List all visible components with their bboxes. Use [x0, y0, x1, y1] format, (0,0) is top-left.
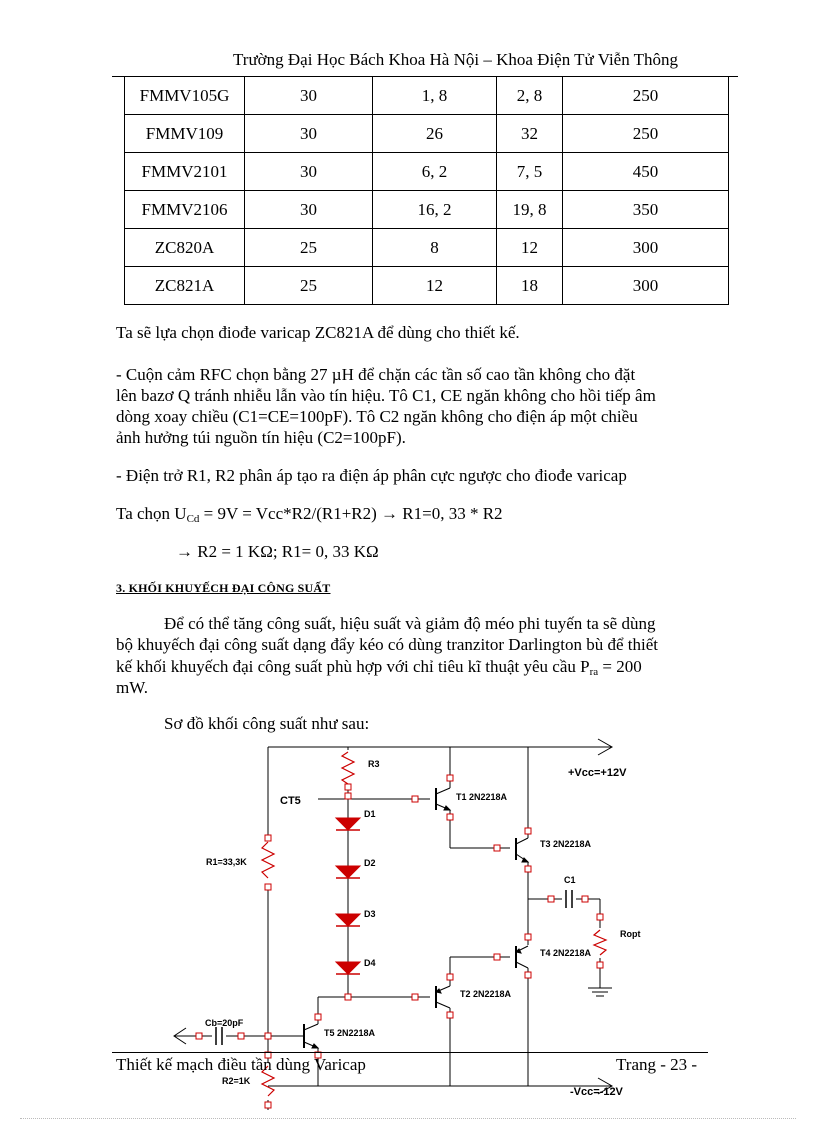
label-ropt: Ropt [620, 929, 641, 939]
table-cell: 6, 2 [373, 153, 497, 191]
table-cell: 30 [245, 77, 373, 115]
paragraph-amp-line2: bộ khuyếch đại công suất dạng đẩy kéo có dùng tranzitor Darlington bù để thiết [116, 635, 658, 654]
label-r1: R1=33,3K [206, 857, 247, 867]
label-t2: T2 2N2218A [460, 989, 512, 999]
resistor-r3 [342, 752, 354, 784]
label-c1: C1 [564, 875, 576, 885]
table-cell: 30 [245, 153, 373, 191]
footer-page-number: Trang - 23 - [616, 1055, 698, 1074]
table-cell: 7, 5 [497, 153, 563, 191]
diode-d3 [336, 914, 360, 926]
table-cell: 30 [245, 115, 373, 153]
resistor-ropt [594, 930, 606, 955]
table-cell: 250 [563, 115, 729, 153]
table-cell: 300 [563, 267, 729, 305]
label-r2: R2=1K [222, 1076, 251, 1086]
equation-ucd-a: Ta chọn U [116, 504, 187, 523]
schematic-arrows [174, 739, 612, 1094]
diode-d4 [336, 962, 360, 974]
transistor-t3 [516, 838, 528, 862]
paragraph-rfc-line3: dòng xoay chiều (C1=CE=100pF). Tô C2 ngăn không cho điện áp một chiều [116, 407, 638, 426]
table-cell: 12 [497, 229, 563, 267]
equation-r-values: → R2 = 1 KΩ; R1= 0, 33 KΩ [176, 542, 379, 561]
resistor-r1 [262, 842, 274, 878]
label-ct5: CT5 [280, 795, 301, 807]
table-cell: 450 [563, 153, 729, 191]
label-vcc-positive: +Vcc=+12V [568, 767, 627, 779]
table-cell: 19, 8 [497, 191, 563, 229]
section-title: 3. KHỐI KHUYẾCH ĐẠI CÔNG SUẤT [116, 581, 331, 595]
table-cell: 16, 2 [373, 191, 497, 229]
equation-ucd-b: = 9V = Vcc*R2/(R1+R2) → R1=0, 33 * R2 [199, 504, 503, 523]
label-vcc-negative: -Vcc=-12V [570, 1086, 623, 1098]
label-t1: T1 2N2218A [456, 792, 508, 802]
table-cell: 26 [373, 115, 497, 153]
table-cell: 32 [497, 115, 563, 153]
table-cell: 8 [373, 229, 497, 267]
table-cell: ZC821A [125, 267, 245, 305]
table-cell: 250 [563, 77, 729, 115]
table-cell: FMMV109 [125, 115, 245, 153]
transistor-t2 [436, 986, 450, 1008]
paragraph-rfc-line1: - Cuộn cảm RFC chọn bằng 27 µH để chặn các tần số cao tần không cho đặt [116, 365, 636, 384]
paragraph-rfc-line2: lên bazơ Q tránh nhiễu lẫn vào tín hiệu. Tô C1, CE ngăn không cho hồi tiếp âm [116, 386, 656, 405]
table-cell: 300 [563, 229, 729, 267]
label-cb: Cb=20pF [205, 1018, 244, 1028]
table-cell: FMMV2101 [125, 153, 245, 191]
paragraph-amp-line3-sub: ra [589, 666, 599, 678]
paragraph-amp-line1: Để có thể tăng công suất, hiệu suất và giảm độ méo phi tuyến ta sẽ dùng [164, 614, 656, 633]
paragraph-diagram-intro: Sơ đồ khối công suất như sau: [164, 714, 370, 733]
label-d3: D3 [364, 909, 376, 919]
table-cell: 25 [245, 267, 373, 305]
paragraph-amp-line3-a: kế khối khuyếch đại công suất phù hợp với chỉ tiêu kĩ thuật yêu cầu P [116, 657, 590, 676]
label-r3: R3 [368, 759, 380, 769]
diode-d2 [336, 866, 360, 878]
label-t5: T5 2N2218A [324, 1028, 376, 1038]
paragraph-choice: Ta sẽ lựa chọn điođe varicap ZC821A để dùng cho thiết kế. [116, 323, 520, 342]
table-cell: 12 [373, 267, 497, 305]
transistor-t1 [436, 788, 450, 810]
transistor-t4 [516, 946, 528, 968]
page-header: Trường Đại Học Bách Khoa Hà Nội – Khoa Điện Tử Viễn Thông [233, 50, 679, 69]
equation-ucd-sub: Cd [186, 513, 200, 525]
paragraph-amp-line4: mW. [116, 678, 148, 697]
label-t4: T4 2N2218A [540, 948, 592, 958]
table-cell: 30 [245, 191, 373, 229]
table-cell: 1, 8 [373, 77, 497, 115]
paragraph-amp-line3-b: = 200 [598, 657, 642, 676]
table-cell: 350 [563, 191, 729, 229]
table-cell: 18 [497, 267, 563, 305]
table-cell: 2, 8 [497, 77, 563, 115]
table-cell: ZC820A [125, 229, 245, 267]
footer-rule [112, 1052, 708, 1053]
footer-document-title: Thiết kế mạch điều tần dùng Varicap [116, 1055, 366, 1074]
diode-d1 [336, 818, 360, 830]
table-cell: FMMV2106 [125, 191, 245, 229]
label-d4: D4 [364, 958, 376, 968]
table-cell: FMMV105G [125, 77, 245, 115]
page-bottom-edge [20, 1118, 796, 1119]
transistor-t5 [300, 1024, 318, 1048]
label-d1: D1 [364, 809, 376, 819]
label-t3: T3 2N2218A [540, 839, 592, 849]
schematic-transistors [300, 788, 528, 1048]
paragraph-rfc-line4: ảnh hưởng túi nguồn tín hiệu (C2=100pF). [116, 428, 406, 447]
paragraph-resistors: - Điện trở R1, R2 phân áp tạo ra điện áp phân cực ngược cho điođe varicap [116, 466, 627, 485]
schematic-capacitors [216, 890, 572, 1045]
label-d2: D2 [364, 858, 376, 868]
table-cell: 25 [245, 229, 373, 267]
